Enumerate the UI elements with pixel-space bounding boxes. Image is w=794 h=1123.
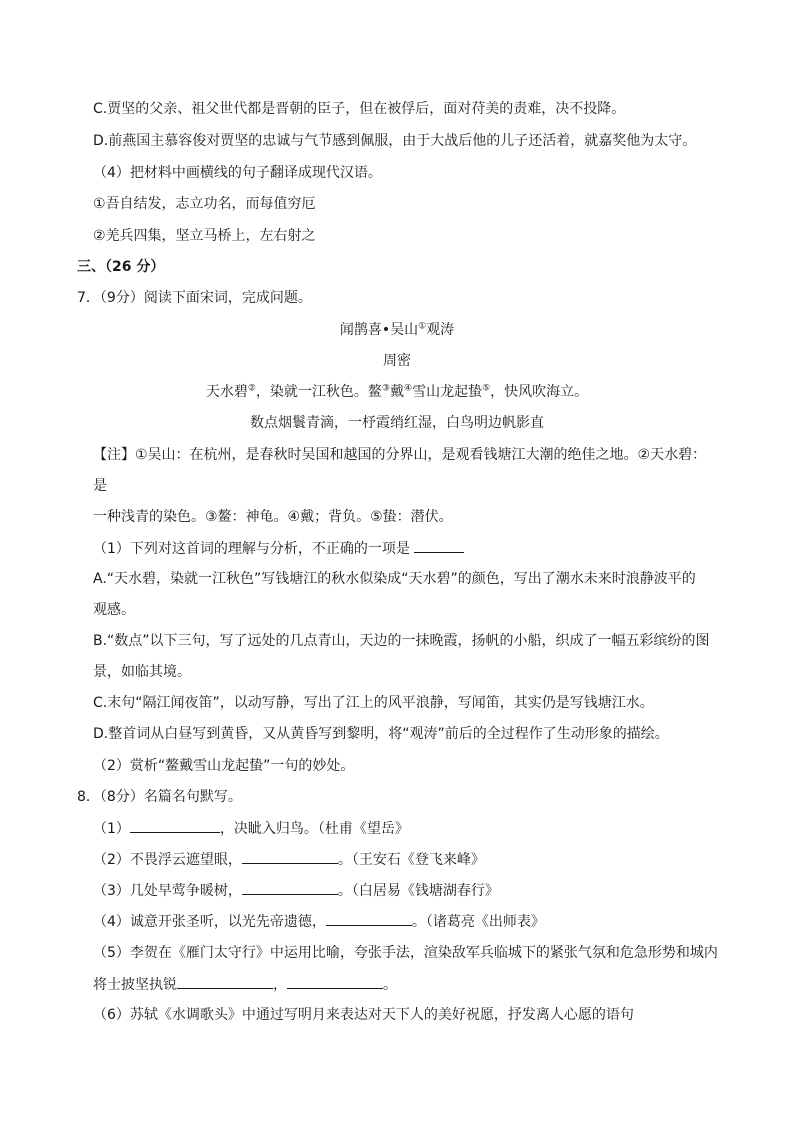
- sub-question-1: （1）下列对这首词的理解与分析，不正确的一项是: [93, 538, 464, 559]
- recitation-6: （6）苏轼《水调歌头》中通过写明月来表达对天下人的美好祝愿，抒发离人心愿的语句: [93, 1007, 634, 1023]
- note-line-2: 是: [93, 478, 107, 494]
- answer-blank[interactable]: [326, 911, 412, 926]
- poem-line-1: 天水碧②，染就一江秋色。鳌③戴④雪山龙起蛰⑤，快风吹海立。: [205, 383, 589, 400]
- option-d: D.前燕国主慕容俊对贾坚的忠诚与气节感到佩服，由于大战后他的儿子还活着，就嘉奖他为太守。: [93, 133, 697, 149]
- recitation-2: （2）不畏浮云遮望眼， 。（王安石《登飞来峰》: [93, 849, 485, 870]
- poem-author: 周密: [383, 353, 411, 369]
- answer-blank[interactable]: [242, 849, 338, 864]
- question-8-intro: 8．（8分）名篇名句默写。: [77, 789, 242, 805]
- footnote-marker: ③: [381, 383, 390, 394]
- recitation-5-line-2: 将士披坚执锐 ， 。: [93, 974, 397, 995]
- footnote-marker: ②: [247, 383, 256, 394]
- poem-line-2: 数点烟鬟青滴，一杼霞绡红湿，白鸟明边帆影直: [250, 415, 544, 431]
- answer-blank[interactable]: [414, 538, 464, 553]
- note-line-1: 【注】①吴山：在杭州，是春秋时吴国和越国的分界山，是观看钱塘江大潮的绝佳之地。②天水碧：: [93, 447, 707, 463]
- answer-blank[interactable]: [242, 880, 338, 895]
- circled-number-2: ②: [93, 228, 106, 244]
- circled-number-1: ①: [93, 196, 106, 212]
- answer-blank[interactable]: [287, 974, 383, 989]
- option-a-line-2: 观感。: [93, 602, 135, 618]
- sub-question-2: （2）赏析“鳌戴雪山龙起蛰”一句的妙处。: [93, 758, 355, 774]
- answer-blank[interactable]: [177, 974, 273, 989]
- option-b-line-2: 景，如临其境。: [93, 664, 191, 680]
- option-a-line-1: A.“天水碧，染就一江秋色”写钱塘江的秋水似染成“天水碧”的颜色，写出了潮水未来时浪静波平的: [93, 571, 696, 587]
- option-b-line-1: B.“数点”以下三句，写了远处的几点青山，天边的一抹晚霞，扬帆的小船，织成了一幅五彩缤纷的图: [93, 633, 710, 649]
- option-c: C.贾坚的父亲、祖父世代都是晋朝的臣子，但在被俘后，面对苻美的责难，决不投降。: [93, 101, 626, 117]
- question-7-intro: 7．（9分）阅读下面宋词，完成问题。: [77, 290, 312, 306]
- sentence-1: ①吾自结发，志立功名，而每值穷厄: [93, 196, 316, 212]
- note-line-3: 一种浅青的染色。③鳌：神龟。④戴；背负。⑤蛰：潜伏。: [93, 509, 453, 525]
- answer-blank[interactable]: [130, 818, 220, 833]
- recitation-5-line-1: （5）李贺在《雁门太守行》中运用比喻，夸张手法，渲染敌军兵临城下的紧张气氛和危急形势和城内: [93, 945, 718, 961]
- sentence-2: ②羌兵四集，坚立马桥上，左右射之: [93, 228, 316, 244]
- option-c-poem: C.末句“隔江闻夜笛”，以动写静，写出了江上的风平浪静，写闻笛，其实仍是写钱塘江水。: [93, 695, 654, 711]
- footnote-marker: ④: [404, 383, 413, 394]
- recitation-3: （3）几处早莺争暖树， 。（白居易《钱塘湖春行》: [93, 880, 499, 901]
- recitation-1: （1） ，决眦入归鸟。（杜甫《望岳》: [93, 818, 409, 839]
- recitation-4: （4）诚意开张圣听，以光先帝遗德， 。（诸葛亮《出师表》: [93, 911, 545, 932]
- footnote-marker: ①: [418, 321, 427, 332]
- footnote-marker: ⑤: [482, 383, 491, 394]
- poem-title: 闻鹊喜•吴山①观涛: [339, 321, 455, 338]
- part-3-heading: 三、（26 分）: [77, 259, 165, 275]
- question-4: （4）把材料中画横线的句子翻译成现代汉语。: [93, 165, 382, 181]
- option-d-poem: D.整首词从白昼写到黄昏，又从黄昏写到黎明，将“观涛”前后的全过程作了生动形象的描绘。: [93, 726, 669, 742]
